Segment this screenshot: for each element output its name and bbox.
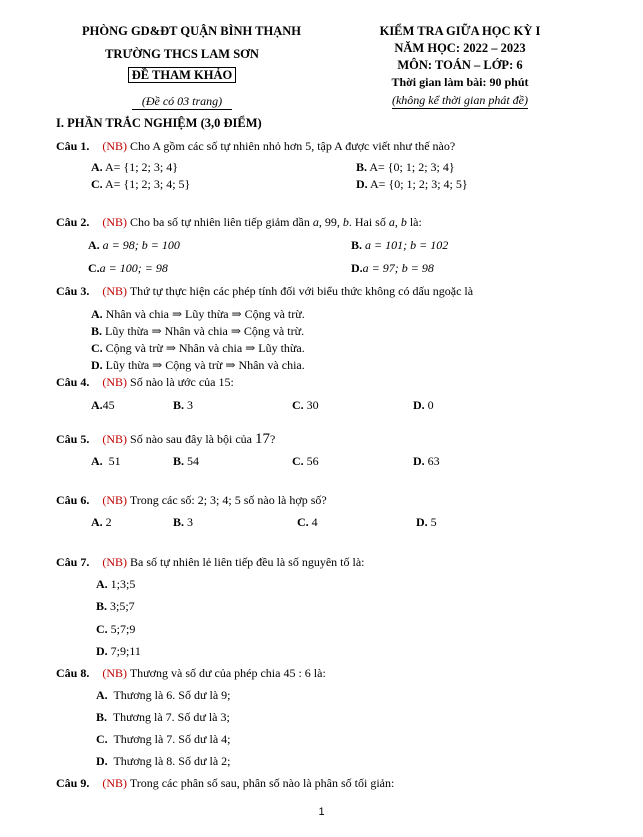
option-key: B. bbox=[356, 160, 368, 174]
option-key: D. bbox=[413, 398, 425, 412]
option-key: D. bbox=[96, 644, 108, 658]
q7-option-a[interactable] bbox=[96, 577, 135, 592]
option-key: A. bbox=[96, 688, 108, 702]
level-tag: (NB) bbox=[102, 432, 128, 446]
option-text: 30 bbox=[306, 398, 319, 412]
option-key: D. bbox=[96, 754, 108, 768]
option-key: B. bbox=[351, 238, 363, 252]
question-text: Trong các phân số sau, phân số nào là phân số tối giản: bbox=[129, 776, 395, 790]
math-var: a bbox=[388, 215, 395, 229]
option-text: a = 101; b = 102 bbox=[365, 238, 449, 252]
option-text: a = 97; b = 98 bbox=[362, 261, 434, 275]
question-label: Câu 9. bbox=[56, 776, 90, 790]
option-key: C. bbox=[91, 341, 103, 355]
level-tag: (NB) bbox=[102, 139, 128, 153]
option-key: B. bbox=[173, 398, 185, 412]
question-label: Câu 4. bbox=[56, 375, 90, 389]
q8-option-c[interactable] bbox=[96, 732, 230, 747]
option-text: a = 98; b = 100 bbox=[102, 238, 180, 252]
option-key: B. bbox=[96, 710, 108, 724]
option-key: C. bbox=[88, 261, 100, 275]
q2-option-b[interactable] bbox=[351, 238, 448, 253]
q2-option-a[interactable] bbox=[88, 238, 180, 253]
option-text: Thương là 6. Số dư là 9; bbox=[113, 688, 231, 702]
math-var: a bbox=[312, 215, 319, 229]
option-key: B. bbox=[173, 454, 185, 468]
option-key: C. bbox=[91, 177, 103, 191]
q5-option-c[interactable] bbox=[292, 454, 319, 469]
q5-option-d[interactable] bbox=[413, 454, 440, 469]
q8-option-b[interactable] bbox=[96, 710, 230, 725]
question-text: Trong các số: 2; 3; 4; 5 số nào là hợp số? bbox=[129, 493, 327, 507]
q3-option-d[interactable] bbox=[91, 358, 305, 373]
option-key: A. bbox=[91, 307, 103, 321]
q5-option-b[interactable] bbox=[173, 454, 199, 469]
option-key: D. bbox=[351, 261, 363, 275]
option-key: A. bbox=[96, 577, 108, 591]
option-text: 45 bbox=[102, 398, 115, 412]
question-label: Câu 5. bbox=[56, 432, 90, 446]
question-text-part: , bbox=[394, 215, 401, 229]
question-label: Câu 8. bbox=[56, 666, 90, 680]
school-year: NĂM HỌC: 2022 – 2023 bbox=[394, 41, 526, 55]
q2-option-c[interactable] bbox=[88, 261, 168, 276]
question-4 bbox=[56, 375, 234, 390]
q4-option-a[interactable] bbox=[91, 398, 115, 413]
section-title: I. PHẦN TRẮC NGHIỆM (3,0 ĐIỂM) bbox=[56, 116, 262, 130]
option-text: 4 bbox=[311, 515, 318, 529]
time-note-text: (không kể thời gian phát đề) bbox=[391, 93, 529, 107]
option-key: A. bbox=[88, 238, 100, 252]
math-var: b bbox=[400, 215, 407, 229]
question-text-part: , 99, bbox=[318, 215, 343, 229]
question-label: Câu 2. bbox=[56, 215, 90, 229]
q8-option-d[interactable] bbox=[96, 754, 230, 769]
q3-option-a[interactable] bbox=[91, 307, 305, 322]
option-text: 7;9;11 bbox=[110, 644, 141, 658]
option-text: a = 100; = 98 bbox=[99, 261, 168, 275]
q6-option-b[interactable] bbox=[173, 515, 193, 530]
option-key: C. bbox=[292, 398, 304, 412]
option-text: Lũy thừa ⇒ Nhân và chia ⇒ Cộng và trừ. bbox=[105, 324, 305, 338]
page-count-text: (Đề có 03 trang) bbox=[132, 94, 232, 110]
question-2 bbox=[56, 215, 422, 230]
option-text: Lũy thừa ⇒ Cộng và trừ ⇒ Nhân và chia. bbox=[105, 358, 305, 372]
level-tag: (NB) bbox=[102, 284, 128, 298]
doc-type-label: ĐỀ THAM KHẢO bbox=[128, 67, 236, 83]
q7-option-b[interactable] bbox=[96, 599, 135, 614]
q6-option-a[interactable] bbox=[91, 515, 112, 530]
question-7 bbox=[56, 555, 364, 570]
question-label: Câu 6. bbox=[56, 493, 90, 507]
q5-option-a[interactable] bbox=[91, 454, 121, 469]
question-5: Câu 5. (NB) Số nào sau đây là bội của 17? bbox=[56, 431, 276, 447]
page-number: 1 bbox=[318, 806, 325, 818]
q1-option-d[interactable] bbox=[356, 177, 468, 192]
level-tag: (NB) bbox=[102, 776, 128, 790]
question-text-part: . Hai số bbox=[348, 215, 389, 229]
q3-option-b[interactable] bbox=[91, 324, 304, 339]
question-9 bbox=[56, 776, 394, 791]
option-key: D. bbox=[416, 515, 428, 529]
question-text: Số nào là ước của 15: bbox=[130, 375, 234, 389]
option-text: Cộng và trừ ⇒ Nhân và chia ⇒ Lũy thừa. bbox=[105, 341, 305, 355]
q8-option-a[interactable] bbox=[96, 688, 230, 703]
q6-option-c[interactable] bbox=[297, 515, 318, 530]
option-text: 1;3;5 bbox=[110, 577, 136, 591]
option-text: 3 bbox=[187, 398, 194, 412]
option-text: 5;7;9 bbox=[110, 622, 136, 636]
option-text: Thương là 7. Số dư là 4; bbox=[113, 732, 231, 746]
option-text: 5 bbox=[430, 515, 437, 529]
option-text: 51 bbox=[108, 454, 121, 468]
time-note bbox=[355, 93, 565, 108]
option-key: D. bbox=[413, 454, 425, 468]
school-name: TRƯỜNG THCS LAM SƠN bbox=[105, 47, 259, 61]
q4-option-b[interactable] bbox=[173, 398, 193, 413]
math-number: 17 bbox=[254, 431, 270, 447]
q6-option-d[interactable] bbox=[416, 515, 437, 530]
option-text: 56 bbox=[306, 454, 319, 468]
subject-grade: MÔN: TOÁN – LỚP: 6 bbox=[397, 58, 523, 72]
question-3 bbox=[56, 284, 473, 299]
question-label: Câu 3. bbox=[56, 284, 90, 298]
option-text: Thương là 8. Số dư là 2; bbox=[113, 754, 231, 768]
option-key: D. bbox=[356, 177, 368, 191]
question-text: Số nào sau đây là bội của bbox=[130, 432, 252, 446]
q2-option-d[interactable] bbox=[351, 261, 434, 276]
q1-option-b[interactable] bbox=[356, 160, 455, 175]
question-text: Cho A gồm các số tự nhiên nhỏ hơn 5, tập A được viết như thế nào? bbox=[130, 139, 456, 153]
option-text: A= {1; 2; 3; 4; 5} bbox=[105, 177, 191, 191]
option-text: 63 bbox=[427, 454, 440, 468]
question-label: Câu 1. bbox=[56, 139, 90, 153]
option-text: 2 bbox=[105, 515, 112, 529]
option-key: A. bbox=[91, 454, 103, 468]
option-key: A. bbox=[91, 160, 103, 174]
q3-option-c[interactable] bbox=[91, 341, 305, 356]
math-var: b bbox=[342, 215, 349, 229]
level-tag: (NB) bbox=[102, 666, 128, 680]
option-key: A. bbox=[91, 515, 103, 529]
question-text-part: Cho ba số tự nhiên liên tiếp giảm dần bbox=[130, 215, 313, 229]
level-tag: (NB) bbox=[102, 555, 128, 569]
q1-option-c[interactable] bbox=[91, 177, 190, 192]
option-text: A= {0; 1; 2; 3; 4; 5} bbox=[370, 177, 468, 191]
question-label: Câu 7. bbox=[56, 555, 90, 569]
exam-title: KIỂM TRA GIỮA HỌC KỲ I bbox=[379, 24, 541, 38]
q7-option-d[interactable] bbox=[96, 644, 141, 659]
option-text: 3;5;7 bbox=[110, 599, 135, 613]
question-text: Ba số tự nhiên lẻ liên tiếp đều là số nguyên tố là: bbox=[130, 555, 365, 569]
time-limit: Thời gian làm bài: 90 phút bbox=[391, 75, 529, 89]
question-6 bbox=[56, 493, 327, 508]
level-tag: (NB) bbox=[102, 375, 128, 389]
q4-option-d[interactable] bbox=[413, 398, 434, 413]
q4-option-c[interactable] bbox=[292, 398, 319, 413]
page-count-note bbox=[82, 94, 282, 109]
level-tag: (NB) bbox=[102, 493, 128, 507]
department-name: PHÒNG GD&ĐT QUẬN BÌNH THẠNH bbox=[82, 24, 302, 38]
q1-option-a[interactable] bbox=[91, 160, 178, 175]
option-key: C. bbox=[96, 622, 108, 636]
option-key: C. bbox=[297, 515, 309, 529]
option-text: A= {1; 2; 3; 4} bbox=[105, 160, 178, 174]
option-key: B. bbox=[96, 599, 108, 613]
option-key: A. bbox=[91, 398, 103, 412]
question-text: Thương và số dư của phép chia 45 : 6 là: bbox=[129, 666, 326, 680]
question-1 bbox=[56, 139, 455, 154]
option-key: C. bbox=[96, 732, 108, 746]
option-text: Nhân và chia ⇒ Lũy thừa ⇒ Cộng và trừ. bbox=[105, 307, 305, 321]
option-text: 54 bbox=[187, 454, 200, 468]
level-tag: (NB) bbox=[102, 215, 128, 229]
option-key: B. bbox=[91, 324, 103, 338]
option-key: D. bbox=[91, 358, 103, 372]
option-key: C. bbox=[292, 454, 304, 468]
q7-option-c[interactable] bbox=[96, 622, 135, 637]
option-key: B. bbox=[173, 515, 185, 529]
doc-type-wrap bbox=[82, 68, 282, 83]
question-text-part: là: bbox=[406, 215, 422, 229]
option-text: A= {0; 1; 2; 3; 4} bbox=[369, 160, 455, 174]
option-text: 3 bbox=[187, 515, 194, 529]
question-text: Thứ tự thực hiện các phép tính đối với biểu thức không có dấu ngoặc là bbox=[129, 284, 474, 298]
option-text: Thương là 7. Số dư là 3; bbox=[112, 710, 230, 724]
question-8 bbox=[56, 666, 326, 681]
option-text: 0 bbox=[427, 398, 434, 412]
